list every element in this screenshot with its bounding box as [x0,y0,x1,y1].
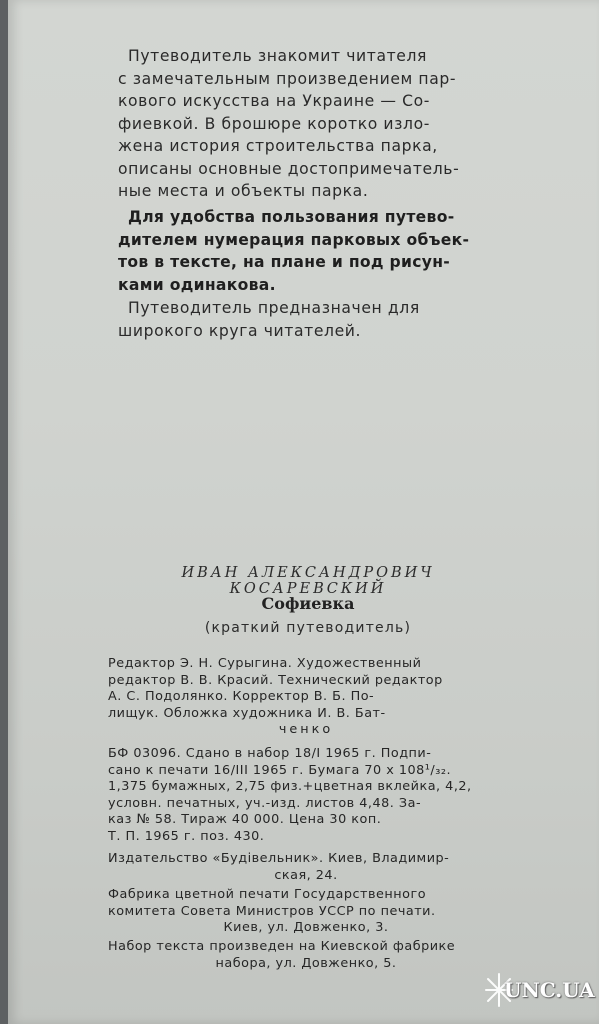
book-title: Софиевка [261,594,355,613]
site-watermark [484,968,596,1012]
book-page [8,0,599,1024]
intro-line: фиевкой. В брошюре коротко изло- [118,114,430,133]
imprint-line: Т. П. 1965 г. поз. 430. [108,828,265,844]
imprint-line: 1,375 бумажных, 2,75 физ.+цветная вклейка, 4,2, [108,779,472,795]
note-line: Для удобства пользования путево- [128,208,455,226]
note-line: тов в тексте, на плане и под рисун- [118,253,451,271]
factory-line: Киев, ул. Довженко, 3. [223,920,389,936]
imprint-line: каз № 58. Тираж 40 000. Цена 30 коп. [108,812,382,828]
note-line: ками одинакова. [118,275,276,294]
factory-line: комитета Совета Министров УССР по печати. [108,903,436,919]
credits-block [108,656,504,739]
note-paragraph [118,206,498,296]
watermark-text: UNC.UA [504,978,595,1002]
factory-line: Фабрика цветной печати Государственного [108,887,427,902]
author-name: ИВАН АЛЕКСАНДРОВИЧ КОСАРЕВСКИЙ [181,565,435,597]
credits-line: Редактор Э. Н. Сурыгина. Художественный [108,656,422,671]
book-subtitle: (краткий путеводитель) [204,620,412,636]
typesetting-block [108,939,504,972]
imprint-block [108,746,504,846]
intro-line: жена история строительства парка, [118,137,438,155]
audience-line: широкого круга читателей. [118,321,362,340]
imprint-line: условн. печатных, уч.-изд. листов 4,48. За- [108,795,422,811]
credits-line: А. С. Подолянко. Корректор В. Б. По- [108,689,375,705]
intro-line: с замечательным произведением пар- [118,69,457,88]
publisher-block [108,851,504,884]
typesetting-line: Набор текста произведен на Киевской фабрике [108,939,456,954]
intro-line: ные места и объекты парка. [118,182,369,200]
intro-paragraph [118,45,498,203]
credits-line: ченко [278,722,334,738]
intro-line: кового искусства на Украине — Со- [118,92,431,110]
note-line: дителем нумерация парковых объек- [118,230,470,249]
audience-line: Путеводитель предназначен для [128,299,420,317]
publisher-line: ская, 24. [274,867,338,883]
imprint-line: БФ 03096. Сдано в набор 18/I 1965 г. Подпи- [108,746,432,761]
intro-line: описаны основные достопримечатель- [118,159,460,178]
typesetting-line: набора, ул. Довженко, 5. [215,955,397,971]
imprint-line: сано к печати 16/III 1965 г. Бумага 70 х 108¹/₃₂. [108,762,452,778]
credits-line: редактор В. В. Красий. Технический редактор [108,672,443,688]
intro-line: Путеводитель знакомит читателя [128,47,428,65]
credits-line: лищук. Обложка художника И. В. Бат- [108,705,386,721]
publisher-line: Издательство «Будівельник». Киев, Владимир- [108,851,450,866]
audience-paragraph [118,297,498,342]
factory-block [108,887,504,937]
